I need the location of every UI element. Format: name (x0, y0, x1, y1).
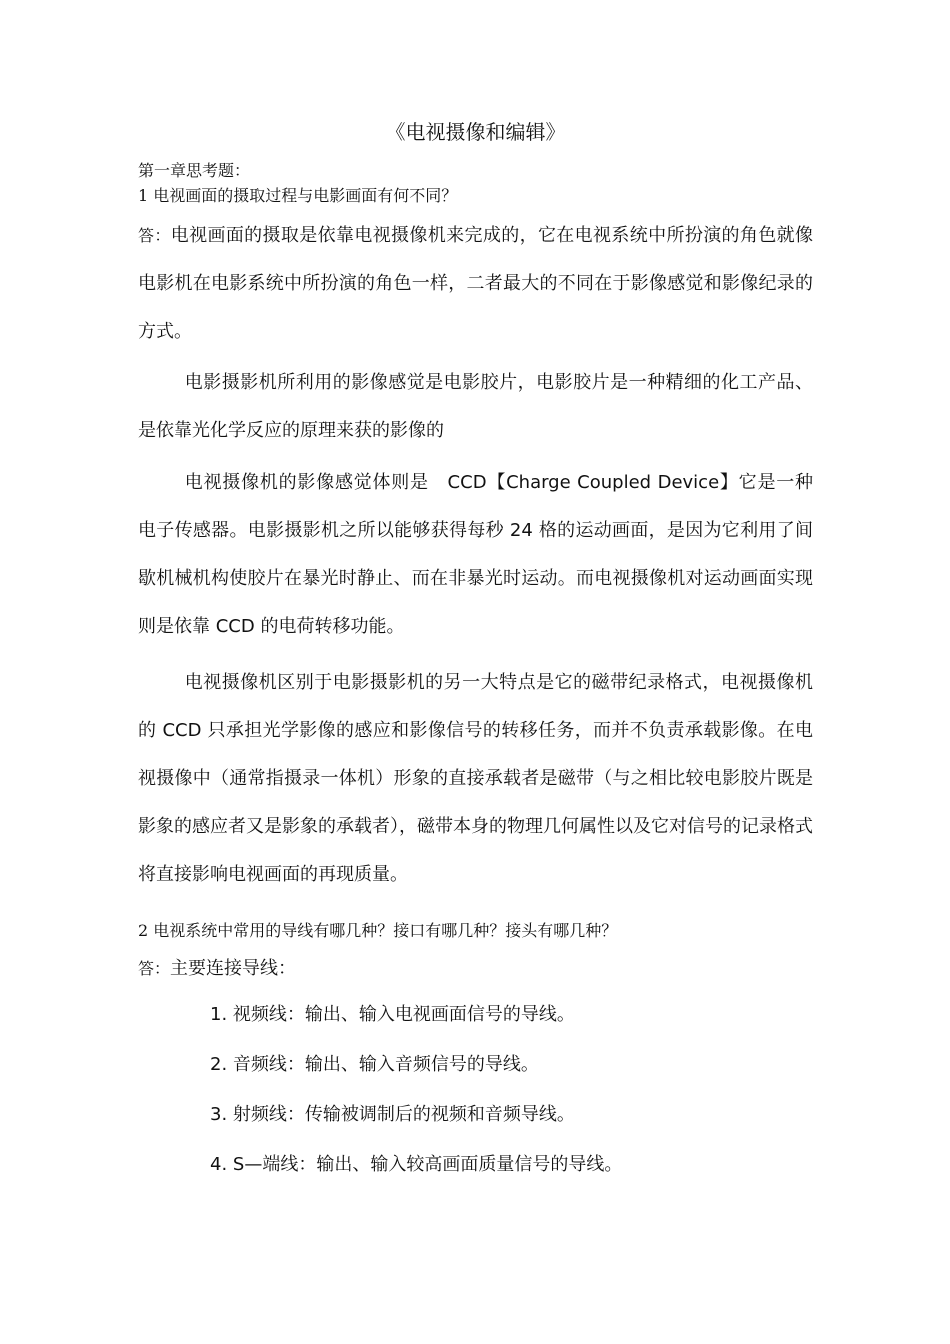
chapter-heading: 第一章思考题： (138, 161, 251, 180)
list-item: 1. 视频线：输出、输入电视画面信号的导线。 (210, 1004, 575, 1025)
list-item: 2. 音频线：输出、输入音频信号的导线。 (210, 1054, 539, 1075)
cable-type-list (210, 990, 622, 1190)
list-item: 3. 射频线：传输被调制后的视频和音频导线。 (210, 1104, 575, 1125)
answer-1-label: 答： (138, 226, 171, 245)
answer-2-label: 答： (138, 959, 171, 978)
question-1: 1 电视画面的摄取过程与电影画面有何不同？ (138, 186, 458, 205)
answer-1-paragraph-1 (138, 212, 813, 356)
answer-1-text: 电视画面的摄取是依靠电视摄像机来完成的，它在电视系统中所扮演的角色就像电影机在电影系统中所扮演的角色一样，二者最大的不同在于影像感觉和影像纪录的方式。 (138, 225, 813, 342)
answer-1-paragraph-4: 电视摄像机区别于电影摄影机的另一大特点是它的磁带纪录格式，电视摄像机的 CCD 只承担光学影像的感应和影像信号的转移任务，而并不负责承载影像。在电视摄像中（通常指摄录一体机）形象的直接承载者是磁带（与之相比较电影胶片既是影象的感应者又是影象的承载者），磁带本身的物理几何属性以及它对信号的记录格式将直接影响电视画面的再现质量。 (138, 672, 813, 885)
answer-1-paragraph-2: 电影摄影机所利用的影像感觉是电影胶片，电影胶片是一种精细的化工产品、是依靠光化学反应的原理来获的影像的 (138, 372, 813, 441)
document-title: 《电视摄像和编辑》 (385, 120, 566, 144)
question-2: 2 电视系统中常用的导线有哪几种？接口有哪几种？接头有哪几种？ (138, 921, 618, 940)
answer-2-intro (138, 945, 813, 993)
answer-2-intro-text: 主要连接导线： (170, 958, 297, 979)
document-page (138, 0, 813, 1344)
answer-1-paragraph-3: 电视摄像机的影像感觉体则是 CCD【Charge Coupled Device】它是一种电子传感器。电影摄影机之所以能够获得每秒 24 格的运动画面，是因为它利用了间歇机械机构使胶片在暴光时静止、而在非暴光时运动。而电视摄像机对运动画面实现则是依靠 CCD 的电荷转移功能。 (138, 472, 813, 637)
list-item: 4. S—端线：输出、输入较高画面质量信号的导线。 (210, 1154, 623, 1175)
